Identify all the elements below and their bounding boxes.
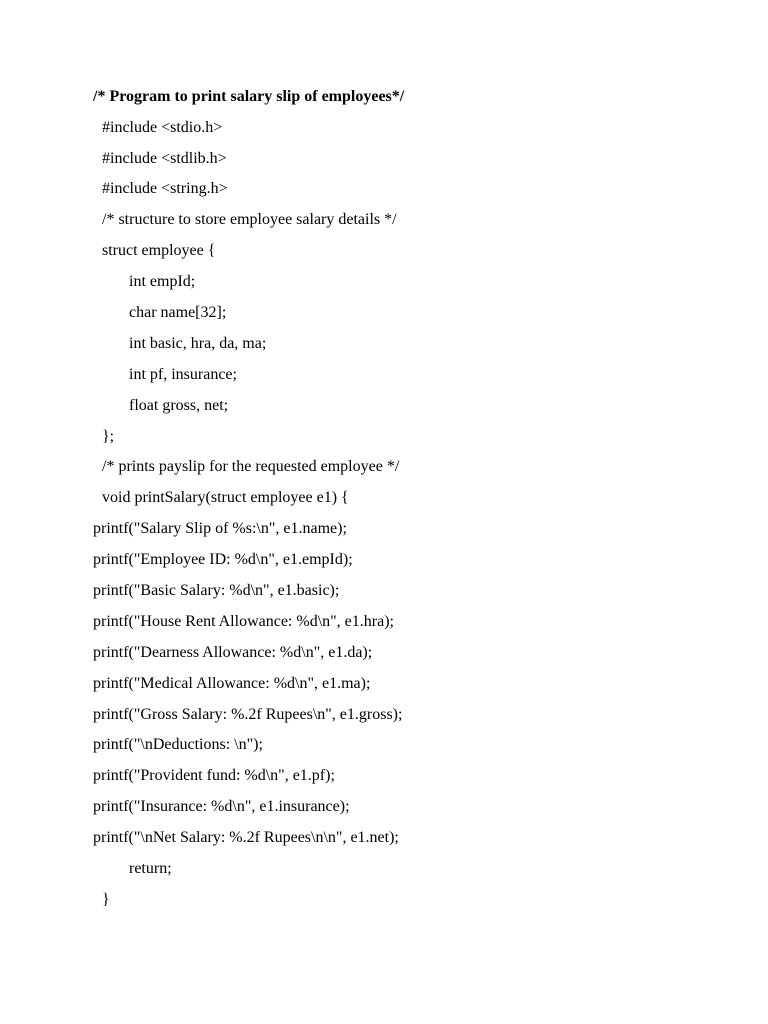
code-line: }	[102, 891, 110, 908]
code-line: char name[32];	[129, 304, 227, 321]
program-title: /* Program to print salary slip of employees*/	[93, 88, 405, 105]
code-line: printf("Provident fund: %d\n", e1.pf);	[93, 767, 335, 784]
code-line: printf("Salary Slip of %s:\n", e1.name);	[93, 520, 347, 537]
code-line: printf("\nNet Salary: %.2f Rupees\n\n", e1.net);	[93, 829, 399, 846]
code-line: #include <stdlib.h>	[102, 150, 227, 167]
code-line: printf("Dearness Allowance: %d\n", e1.da);	[93, 644, 373, 661]
code-line: printf("Gross Salary: %.2f Rupees\n", e1.gross);	[93, 706, 403, 723]
code-line: printf("\nDeductions: \n");	[93, 736, 263, 753]
code-line: /* structure to store employee salary details */	[102, 211, 397, 228]
code-line: struct employee {	[102, 242, 216, 259]
code-line: printf("House Rent Allowance: %d\n", e1.hra);	[93, 613, 394, 630]
code-line: printf("Insurance: %d\n", e1.insurance);	[93, 798, 350, 815]
code-line: int pf, insurance;	[129, 366, 237, 383]
code-line: float gross, net;	[129, 397, 229, 414]
code-line: };	[102, 428, 115, 445]
code-line: printf("Employee ID: %d\n", e1.empId);	[93, 551, 353, 568]
code-line: /* prints payslip for the requested employee */	[102, 458, 400, 475]
code-line: #include <stdio.h>	[102, 119, 223, 136]
code-line: return;	[129, 860, 172, 877]
code-line: printf("Basic Salary: %d\n", e1.basic);	[93, 582, 340, 599]
code-line: int empId;	[129, 273, 196, 290]
code-line: int basic, hra, da, ma;	[129, 335, 267, 352]
code-line: #include <string.h>	[102, 180, 228, 197]
code-line: printf("Medical Allowance: %d\n", e1.ma);	[93, 675, 371, 692]
code-line: void printSalary(struct employee e1) {	[102, 489, 349, 506]
